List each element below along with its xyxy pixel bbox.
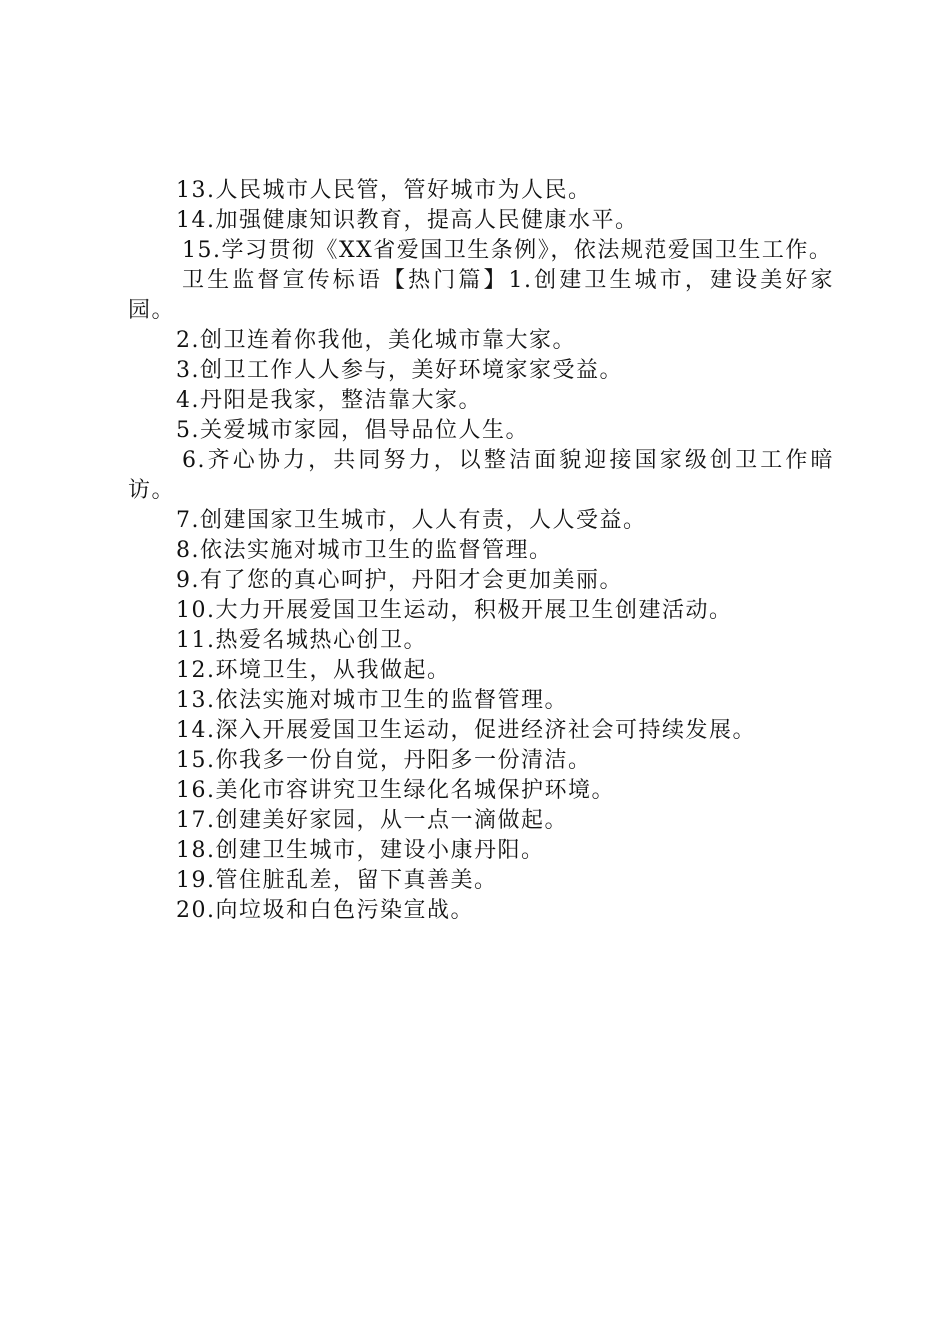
slogan-line: 10.大力开展爱国卫生运动，积极开展卫生创建活动。 (176, 598, 733, 623)
section-heading-line: 卫生监督宣传标语【热门篇】1.创建卫生城市，建设美好家园。 (128, 268, 834, 323)
slogan-line: 9.有了您的真心呵护，丹阳才会更加美丽。 (176, 568, 623, 593)
slogan-line: 20.向垃圾和白色污染宣战。 (176, 898, 474, 923)
document-body (128, 176, 834, 926)
slogan-line: 16.美化市容讲究卫生绿化名城保护环境。 (176, 778, 615, 803)
slogan-line: 4.丹阳是我家，整洁靠大家。 (176, 388, 482, 413)
slogan-line: 15.你我多一份自觉，丹阳多一份清洁。 (176, 748, 592, 773)
slogan-line: 6.齐心协力，共同努力，以整洁面貌迎接国家级创卫工作暗访。 (128, 448, 834, 503)
slogan-line: 5.关爱城市家园，倡导品位人生。 (176, 418, 529, 443)
slogan-line: 14.加强健康知识教育，提高人民健康水平。 (176, 208, 639, 233)
slogan-line: 3.创卫工作人人参与，美好环境家家受益。 (176, 358, 623, 383)
slogan-line: 13.人民城市人民管，管好城市为人民。 (176, 178, 592, 203)
slogan-line: 2.创卫连着你我他，美化城市靠大家。 (176, 328, 576, 353)
slogan-line: 14.深入开展爱国卫生运动，促进经济社会可持续发展。 (176, 718, 756, 743)
slogan-line: 19.管住脏乱差，留下真善美。 (176, 868, 498, 893)
slogan-line: 13.依法实施对城市卫生的监督管理。 (176, 688, 568, 713)
slogan-line: 11.热爱名城热心创卫。 (176, 628, 427, 653)
slogan-line: 8.依法实施对城市卫生的监督管理。 (176, 538, 553, 563)
slogan-line: 15.学习贯彻《XX省爱国卫生条例》，依法规范爱国卫生工作。 (182, 238, 833, 263)
slogan-line: 18.创建卫生城市，建设小康丹阳。 (176, 838, 545, 863)
slogan-line: 17.创建美好家园，从一点一滴做起。 (176, 808, 568, 833)
slogan-line: 12.环境卫生，从我做起。 (176, 658, 451, 683)
slogan-line: 7.创建国家卫生城市，人人有责，人人受益。 (176, 508, 647, 533)
